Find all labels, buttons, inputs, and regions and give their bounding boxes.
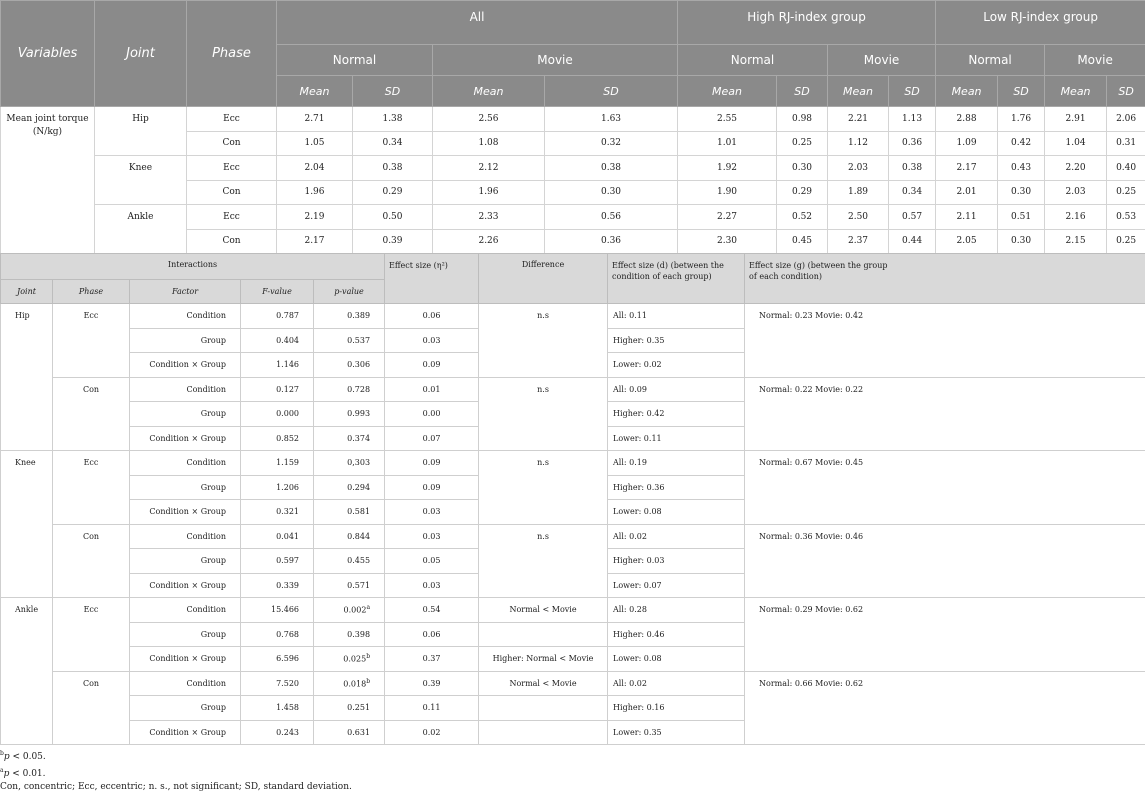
effect-d-cell: Higher: 0.46 xyxy=(608,622,745,647)
p-value-text: 0.025 xyxy=(343,655,366,664)
value-cell: 1.38 xyxy=(353,107,433,132)
effect-g-cell: Normal: 0.22 Movie: 0.22 xyxy=(745,377,1145,451)
f-value-cell: 15.466 xyxy=(241,598,314,623)
descriptive-table xyxy=(0,0,1145,254)
value-cell: 2.55 xyxy=(678,107,777,132)
value-cell: 1.04 xyxy=(1045,131,1107,156)
p-value-cell xyxy=(314,671,385,696)
p-value-text: 0.306 xyxy=(347,360,370,369)
factor-cell: Group xyxy=(130,328,241,353)
header-factor: Factor xyxy=(130,280,241,304)
p-value-text: 0.455 xyxy=(347,556,370,565)
effect-d-cell: All: 0.11 xyxy=(608,304,745,329)
effect-eta-cell: 0.09 xyxy=(385,475,479,500)
p-value-cell xyxy=(314,524,385,549)
data-row xyxy=(1,107,1145,132)
value-cell: 2.27 xyxy=(678,205,777,230)
table-row xyxy=(1,377,1145,402)
joint-cell: Ankle xyxy=(1,598,53,745)
header-sd: SD xyxy=(998,76,1045,107)
phase-cell: Con xyxy=(53,524,130,598)
value-cell: 1.89 xyxy=(828,180,889,205)
value-cell: 0.40 xyxy=(1107,156,1145,181)
f-value-cell: 0.597 xyxy=(241,549,314,574)
difference-cell: n.s xyxy=(479,377,608,451)
value-cell: 1.08 xyxy=(433,131,545,156)
significance-mark: b xyxy=(366,678,370,685)
value-cell: 1.63 xyxy=(545,107,678,132)
p-value-text: 0.374 xyxy=(347,434,370,443)
header-movie-low: Movie xyxy=(1045,45,1145,76)
phase-cell: Ecc xyxy=(187,107,277,132)
p-value-cell xyxy=(314,475,385,500)
value-cell: 0.30 xyxy=(777,156,828,181)
data-row xyxy=(1,205,1145,230)
value-cell: 2.05 xyxy=(936,229,998,254)
p-value-text: 0.728 xyxy=(347,385,370,394)
difference-cell xyxy=(479,696,608,721)
value-cell: 2.15 xyxy=(1045,229,1107,254)
header-effect-eta: Effect size (η²) xyxy=(385,254,479,304)
value-cell: 0.42 xyxy=(998,131,1045,156)
p-value-cell xyxy=(314,696,385,721)
header-mean: Mean xyxy=(1045,76,1107,107)
difference-cell: Normal < Movie xyxy=(479,671,608,696)
joint-cell: Knee xyxy=(1,451,53,598)
effect-eta-cell: 0.37 xyxy=(385,647,479,672)
table-row xyxy=(1,524,1145,549)
difference-cell: n.s xyxy=(479,524,608,598)
factor-cell: Condition xyxy=(130,598,241,623)
value-cell: 2.37 xyxy=(828,229,889,254)
table-row xyxy=(1,671,1145,696)
factor-cell: Group xyxy=(130,549,241,574)
factor-cell: Condition × Group xyxy=(130,647,241,672)
effect-d-cell: Higher: 0.36 xyxy=(608,475,745,500)
effect-eta-cell: 0.07 xyxy=(385,426,479,451)
value-cell: 2.11 xyxy=(936,205,998,230)
header-effect-g: Effect size (g) (between the group of each condition) xyxy=(745,254,1145,304)
p-value-cell xyxy=(314,328,385,353)
header-sd: SD xyxy=(1107,76,1145,107)
value-cell: 0.25 xyxy=(1107,229,1145,254)
effect-d-cell: All: 0.19 xyxy=(608,451,745,476)
effect-g-cell: Normal: 0.23 Movie: 0.42 xyxy=(745,304,1145,378)
difference-cell: n.s xyxy=(479,451,608,525)
value-cell: 0.25 xyxy=(777,131,828,156)
value-cell: 2.88 xyxy=(936,107,998,132)
abbreviations-note: Con, concentric; Ecc, eccentric; n. s., not significant; SD, standard deviation. xyxy=(0,781,352,794)
factor-cell: Group xyxy=(130,475,241,500)
value-cell: 2.17 xyxy=(277,229,353,254)
f-value-cell: 0.321 xyxy=(241,500,314,525)
p-value-cell xyxy=(314,451,385,476)
header-mean: Mean xyxy=(678,76,777,107)
f-value-cell: 1.146 xyxy=(241,353,314,378)
p-value-cell xyxy=(314,549,385,574)
value-cell: 2.12 xyxy=(433,156,545,181)
effect-d-cell: All: 0.02 xyxy=(608,671,745,696)
effect-eta-cell: 0.02 xyxy=(385,720,479,745)
value-cell: 2.20 xyxy=(1045,156,1107,181)
factor-cell: Condition × Group xyxy=(130,426,241,451)
p-value-cell xyxy=(314,622,385,647)
phase-cell: Ecc xyxy=(53,598,130,672)
f-value-cell: 7.520 xyxy=(241,671,314,696)
f-value-cell: 0.852 xyxy=(241,426,314,451)
table-row xyxy=(1,598,1145,623)
header-joint: Joint xyxy=(95,1,187,107)
p-value-text: 0.002 xyxy=(344,606,367,615)
value-cell: 2.06 xyxy=(1107,107,1145,132)
effect-eta-cell: 0.01 xyxy=(385,377,479,402)
header-pvalue: p-value xyxy=(314,280,385,304)
header-sd: SD xyxy=(545,76,678,107)
phase-cell: Ecc xyxy=(53,451,130,525)
effect-g-cell: Normal: 0.66 Movie: 0.62 xyxy=(745,671,1145,745)
factor-cell: Condition xyxy=(130,451,241,476)
difference-cell: Normal < Movie xyxy=(479,598,608,623)
effect-eta-cell: 0.00 xyxy=(385,402,479,427)
header-interactions: Interactions xyxy=(1,254,385,280)
phase-cell: Con xyxy=(187,180,277,205)
f-value-cell: 0.000 xyxy=(241,402,314,427)
interaction-table xyxy=(0,253,1145,745)
effect-g-cell: Normal: 0.36 Movie: 0.46 xyxy=(745,524,1145,598)
f-value-cell: 0.041 xyxy=(241,524,314,549)
effect-eta-cell: 0.54 xyxy=(385,598,479,623)
value-cell: 0.34 xyxy=(889,180,936,205)
p-value-cell xyxy=(314,377,385,402)
value-cell: 2.03 xyxy=(1045,180,1107,205)
value-cell: 2.30 xyxy=(678,229,777,254)
effect-d-cell: Lower: 0.02 xyxy=(608,353,745,378)
phase-cell: Ecc xyxy=(187,205,277,230)
header-sd: SD xyxy=(889,76,936,107)
effect-g-cell: Normal: 0.29 Movie: 0.62 xyxy=(745,598,1145,672)
factor-cell: Condition xyxy=(130,304,241,329)
value-cell: 1.96 xyxy=(433,180,545,205)
value-cell: 0.38 xyxy=(545,156,678,181)
effect-d-cell: Higher: 0.16 xyxy=(608,696,745,721)
value-cell: 1.13 xyxy=(889,107,936,132)
effect-d-cell: All: 0.02 xyxy=(608,524,745,549)
header-sd: SD xyxy=(777,76,828,107)
phase-cell: Con xyxy=(53,671,130,745)
f-value-cell: 0.787 xyxy=(241,304,314,329)
header-all: All xyxy=(277,1,678,45)
effect-eta-cell: 0.03 xyxy=(385,328,479,353)
value-cell: 2.50 xyxy=(828,205,889,230)
effect-d-cell: Lower: 0.11 xyxy=(608,426,745,451)
p-value-text: 0.389 xyxy=(347,311,370,320)
value-cell: 0.50 xyxy=(353,205,433,230)
joint-cell: Hip xyxy=(1,304,53,451)
value-cell: 0.57 xyxy=(889,205,936,230)
factor-cell: Group xyxy=(130,622,241,647)
p-value-text: 0.844 xyxy=(347,532,370,541)
f-value-cell: 0.404 xyxy=(241,328,314,353)
value-cell: 0.29 xyxy=(777,180,828,205)
effect-d-cell: Lower: 0.35 xyxy=(608,720,745,745)
f-value-cell: 0.339 xyxy=(241,573,314,598)
value-cell: 0.56 xyxy=(545,205,678,230)
p-value-text: 0.018 xyxy=(343,680,366,689)
value-cell: 0.29 xyxy=(353,180,433,205)
data-row xyxy=(1,156,1145,181)
header-normal-low: Normal xyxy=(936,45,1045,76)
header-joint-2: Joint xyxy=(1,280,53,304)
factor-cell: Condition × Group xyxy=(130,500,241,525)
value-cell: 2.03 xyxy=(828,156,889,181)
value-cell: 0.30 xyxy=(545,180,678,205)
value-cell: 2.26 xyxy=(433,229,545,254)
effect-eta-cell: 0.05 xyxy=(385,549,479,574)
header-phase: Phase xyxy=(187,1,277,107)
significance-mark: b xyxy=(366,653,370,660)
phase-cell: Ecc xyxy=(53,304,130,378)
joint-cell: Hip xyxy=(95,107,187,156)
value-cell: 2.19 xyxy=(277,205,353,230)
effect-d-cell: All: 0.09 xyxy=(608,377,745,402)
value-cell: 0.34 xyxy=(353,131,433,156)
table-notes xyxy=(0,747,352,794)
value-cell: 0.38 xyxy=(353,156,433,181)
significance-mark: a xyxy=(366,604,370,611)
factor-cell: Condition × Group xyxy=(130,720,241,745)
joint-cell: Knee xyxy=(95,156,187,205)
footnote-b: $^b$p < 0.05. xyxy=(0,747,352,764)
value-cell: 1.12 xyxy=(828,131,889,156)
value-cell: 2.91 xyxy=(1045,107,1107,132)
effect-d-cell: Lower: 0.08 xyxy=(608,500,745,525)
p-value-text: 0,303 xyxy=(347,458,370,467)
p-value-text: 0.398 xyxy=(347,630,370,639)
table-row xyxy=(1,304,1145,329)
value-cell: 0.43 xyxy=(998,156,1045,181)
f-value-cell: 0.243 xyxy=(241,720,314,745)
p-value-cell xyxy=(314,573,385,598)
header-effect-d: Effect size (d) (between the condition of each group) xyxy=(608,254,745,304)
header-normal-high: Normal xyxy=(678,45,828,76)
effect-d-cell: Higher: 0.03 xyxy=(608,549,745,574)
header-phase-2: Phase xyxy=(53,280,130,304)
f-value-cell: 1.206 xyxy=(241,475,314,500)
value-cell: 0.44 xyxy=(889,229,936,254)
p-value-text: 0.993 xyxy=(347,409,370,418)
effect-eta-cell: 0.03 xyxy=(385,573,479,598)
effect-eta-cell: 0.06 xyxy=(385,304,479,329)
value-cell: 0.30 xyxy=(998,229,1045,254)
difference-cell: Higher: Normal < Movie xyxy=(479,647,608,672)
value-cell: 2.01 xyxy=(936,180,998,205)
value-cell: 2.04 xyxy=(277,156,353,181)
p-value-cell xyxy=(314,304,385,329)
p-value-cell xyxy=(314,598,385,623)
value-cell: 0.31 xyxy=(1107,131,1145,156)
header-mean: Mean xyxy=(433,76,545,107)
p-value-text: 0.581 xyxy=(347,507,370,516)
value-cell: 0.30 xyxy=(998,180,1045,205)
p-value-cell xyxy=(314,500,385,525)
p-value-text: 0.571 xyxy=(347,581,370,590)
header-movie-all: Movie xyxy=(433,45,678,76)
table-row xyxy=(1,451,1145,476)
value-cell: 2.16 xyxy=(1045,205,1107,230)
value-cell: 0.36 xyxy=(889,131,936,156)
footnote-a: $^a$p < 0.01. xyxy=(0,764,352,781)
header-movie-high: Movie xyxy=(828,45,936,76)
header-normal-all: Normal xyxy=(277,45,433,76)
value-cell: 0.51 xyxy=(998,205,1045,230)
header-high-group: High RJ-index group xyxy=(678,1,936,45)
difference-cell xyxy=(479,720,608,745)
value-cell: 0.98 xyxy=(777,107,828,132)
header-mean: Mean xyxy=(936,76,998,107)
value-cell: 0.32 xyxy=(545,131,678,156)
header-low-group: Low RJ-index group xyxy=(936,1,1145,45)
factor-cell: Group xyxy=(130,402,241,427)
factor-cell: Condition xyxy=(130,671,241,696)
value-cell: 2.56 xyxy=(433,107,545,132)
p-value-text: 0.537 xyxy=(347,336,370,345)
effect-d-cell: Higher: 0.35 xyxy=(608,328,745,353)
header-difference: Difference xyxy=(479,254,608,304)
value-cell: 2.33 xyxy=(433,205,545,230)
factor-cell: Condition xyxy=(130,524,241,549)
value-cell: 1.96 xyxy=(277,180,353,205)
phase-cell: Con xyxy=(187,229,277,254)
header-fvalue: F-value xyxy=(241,280,314,304)
value-cell: 0.45 xyxy=(777,229,828,254)
effect-eta-cell: 0.09 xyxy=(385,451,479,476)
value-cell: 2.21 xyxy=(828,107,889,132)
effect-d-cell: All: 0.28 xyxy=(608,598,745,623)
effect-eta-cell: 0.39 xyxy=(385,671,479,696)
p-value-text: 0.251 xyxy=(347,703,370,712)
value-cell: 0.25 xyxy=(1107,180,1145,205)
effect-d-cell: Lower: 0.07 xyxy=(608,573,745,598)
value-cell: 1.05 xyxy=(277,131,353,156)
value-cell: 1.09 xyxy=(936,131,998,156)
factor-cell: Condition × Group xyxy=(130,353,241,378)
f-value-cell: 1.159 xyxy=(241,451,314,476)
effect-eta-cell: 0.03 xyxy=(385,500,479,525)
p-value-cell xyxy=(314,720,385,745)
header-variables: Variables xyxy=(1,1,95,107)
value-cell: 0.53 xyxy=(1107,205,1145,230)
value-cell: 0.36 xyxy=(545,229,678,254)
header-sd: SD xyxy=(353,76,433,107)
f-value-cell: 0.768 xyxy=(241,622,314,647)
header-mean: Mean xyxy=(277,76,353,107)
value-cell: 2.17 xyxy=(936,156,998,181)
value-cell: 1.76 xyxy=(998,107,1045,132)
effect-eta-cell: 0.06 xyxy=(385,622,479,647)
effect-d-cell: Lower: 0.08 xyxy=(608,647,745,672)
p-value-text: 0.631 xyxy=(347,728,370,737)
factor-cell: Condition xyxy=(130,377,241,402)
phase-cell: Con xyxy=(53,377,130,451)
value-cell: 2.71 xyxy=(277,107,353,132)
p-value-cell xyxy=(314,402,385,427)
effect-g-cell: Normal: 0.67 Movie: 0.45 xyxy=(745,451,1145,525)
difference-cell xyxy=(479,622,608,647)
f-value-cell: 6.596 xyxy=(241,647,314,672)
header-mean: Mean xyxy=(828,76,889,107)
value-cell: 0.38 xyxy=(889,156,936,181)
f-value-cell: 0.127 xyxy=(241,377,314,402)
p-value-text: 0.294 xyxy=(347,483,370,492)
difference-cell: n.s xyxy=(479,304,608,378)
value-cell: 1.01 xyxy=(678,131,777,156)
factor-cell: Condition × Group xyxy=(130,573,241,598)
variable-label: Mean joint torque (N/kg) xyxy=(1,107,95,254)
p-value-cell xyxy=(314,353,385,378)
phase-cell: Ecc xyxy=(187,156,277,181)
effect-eta-cell: 0.11 xyxy=(385,696,479,721)
effect-d-cell: Higher: 0.42 xyxy=(608,402,745,427)
value-cell: 0.52 xyxy=(777,205,828,230)
joint-cell: Ankle xyxy=(95,205,187,254)
f-value-cell: 1.458 xyxy=(241,696,314,721)
factor-cell: Group xyxy=(130,696,241,721)
value-cell: 1.90 xyxy=(678,180,777,205)
effect-eta-cell: 0.09 xyxy=(385,353,479,378)
value-cell: 1.92 xyxy=(678,156,777,181)
p-value-cell xyxy=(314,647,385,672)
p-value-cell xyxy=(314,426,385,451)
value-cell: 0.39 xyxy=(353,229,433,254)
effect-eta-cell: 0.03 xyxy=(385,524,479,549)
phase-cell: Con xyxy=(187,131,277,156)
